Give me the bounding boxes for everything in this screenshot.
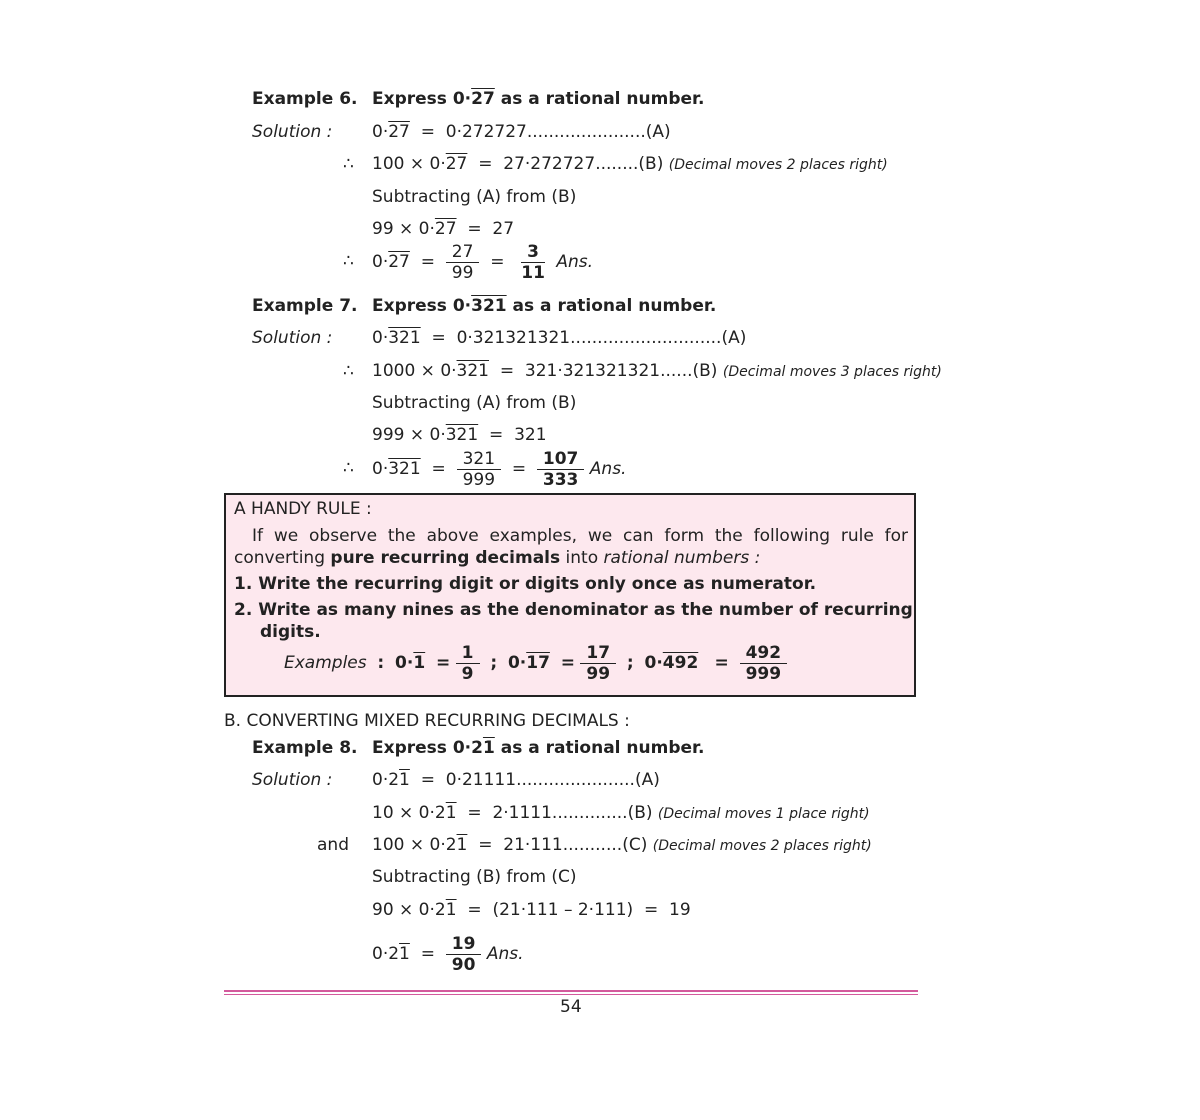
fraction: $\frac{19}{90}$ (446, 934, 482, 975)
rule-examples: Examples : 0·1 = $\frac{1}{9}$ ; 0·17 = $\frac{17}{99}$ ; 0·492 = $\frac{492}{999}$ (284, 641, 787, 685)
fraction: $\frac{27}{99}$ (446, 242, 480, 283)
fraction: $\frac{3}{11}$ (521, 241, 545, 283)
and-label: and (317, 835, 349, 855)
example-6-prompt: Express 0·27 as a rational number. (372, 89, 705, 109)
footer-rule-top (224, 990, 918, 992)
ex8-line-d: 90 × 0·21 = (21·111 – 2·111) = 19 (372, 900, 691, 920)
fraction: $\frac{321}{999}$ (457, 449, 501, 490)
page-number: 54 (560, 997, 582, 1017)
ex8-line-a: 0·21 = 0·21111......................(A) (372, 770, 660, 790)
section-b-heading: B. CONVERTING MIXED RECURRING DECIMALS : (224, 711, 630, 731)
ex7-line-b: 1000 × 0·321 = 321·321321321......(B) (Decimal moves 3 places right) (372, 361, 942, 381)
fraction: $\frac{492}{999}$ (740, 643, 788, 684)
rule-intro: If we observe the above examples, we can form the following rule for (252, 526, 908, 546)
rule-item-2: 2. Write as many nines as the denominator as the number of recurring (234, 600, 913, 620)
solution-label: Solution : (252, 122, 333, 142)
rule-item-1: 1. Write the recurring digit or digits only once as numerator. (234, 574, 817, 594)
ex8-result: 0·21 = $\frac{19}{90}$ Ans. (372, 933, 524, 975)
ex6-result: 0·27 = $\frac{27}{99}$ = $\frac{3}{11}$ Ans. (372, 241, 594, 283)
footer-rule-bottom (224, 994, 918, 995)
ex6-line-b: 100 × 0·27 = 27·272727........(B) (Decimal moves 2 places right) (372, 154, 888, 174)
ex7-line-c: 999 × 0·321 = 321 (372, 425, 547, 445)
ex7-subtract: Subtracting (A) from (B) (372, 393, 577, 413)
fraction: $\frac{1}{9}$ (456, 643, 480, 684)
ex8-subtract: Subtracting (B) from (C) (372, 867, 577, 887)
therefore-symbol: ∴ (343, 251, 354, 271)
ex6-line-a: 0·27 = 0·272727......................(A) (372, 122, 671, 142)
example-7-prompt: Express 0·321 as a rational number. (372, 296, 717, 316)
solution-label: Solution : (252, 770, 333, 790)
ex8-line-b: 10 × 0·21 = 2·1111..............(B) (Decimal moves 1 place right) (372, 803, 870, 823)
ex7-result: 0·321 = $\frac{321}{999}$ = $\frac{107}{333}$ Ans. (372, 448, 627, 490)
therefore-symbol: ∴ (343, 361, 354, 381)
ex8-line-c: 100 × 0·21 = 21·111...........(C) (Decimal moves 2 places right) (372, 835, 872, 855)
fraction: $\frac{107}{333}$ (537, 449, 585, 490)
example-7-title: Example 7. (252, 296, 358, 316)
therefore-symbol: ∴ (343, 458, 354, 478)
fraction: $\frac{17}{99}$ (580, 643, 616, 684)
rule-intro-cont: converting pure recurring decimals into rational numbers : (234, 548, 761, 568)
ex7-line-a: 0·321 = 0·321321321............................(A) (372, 328, 747, 348)
example-8-title: Example 8. (252, 738, 358, 758)
ex6-subtract: Subtracting (A) from (B) (372, 187, 577, 207)
rule-item-2-cont: digits. (260, 622, 321, 642)
example-8-prompt: Express 0·21 as a rational number. (372, 738, 705, 758)
ex6-line-c: 99 × 0·27 = 27 (372, 219, 515, 239)
solution-label: Solution : (252, 328, 333, 348)
handy-rule-heading: A HANDY RULE : (234, 499, 372, 519)
example-6-title: Example 6. (252, 89, 358, 109)
therefore-symbol: ∴ (343, 154, 354, 174)
